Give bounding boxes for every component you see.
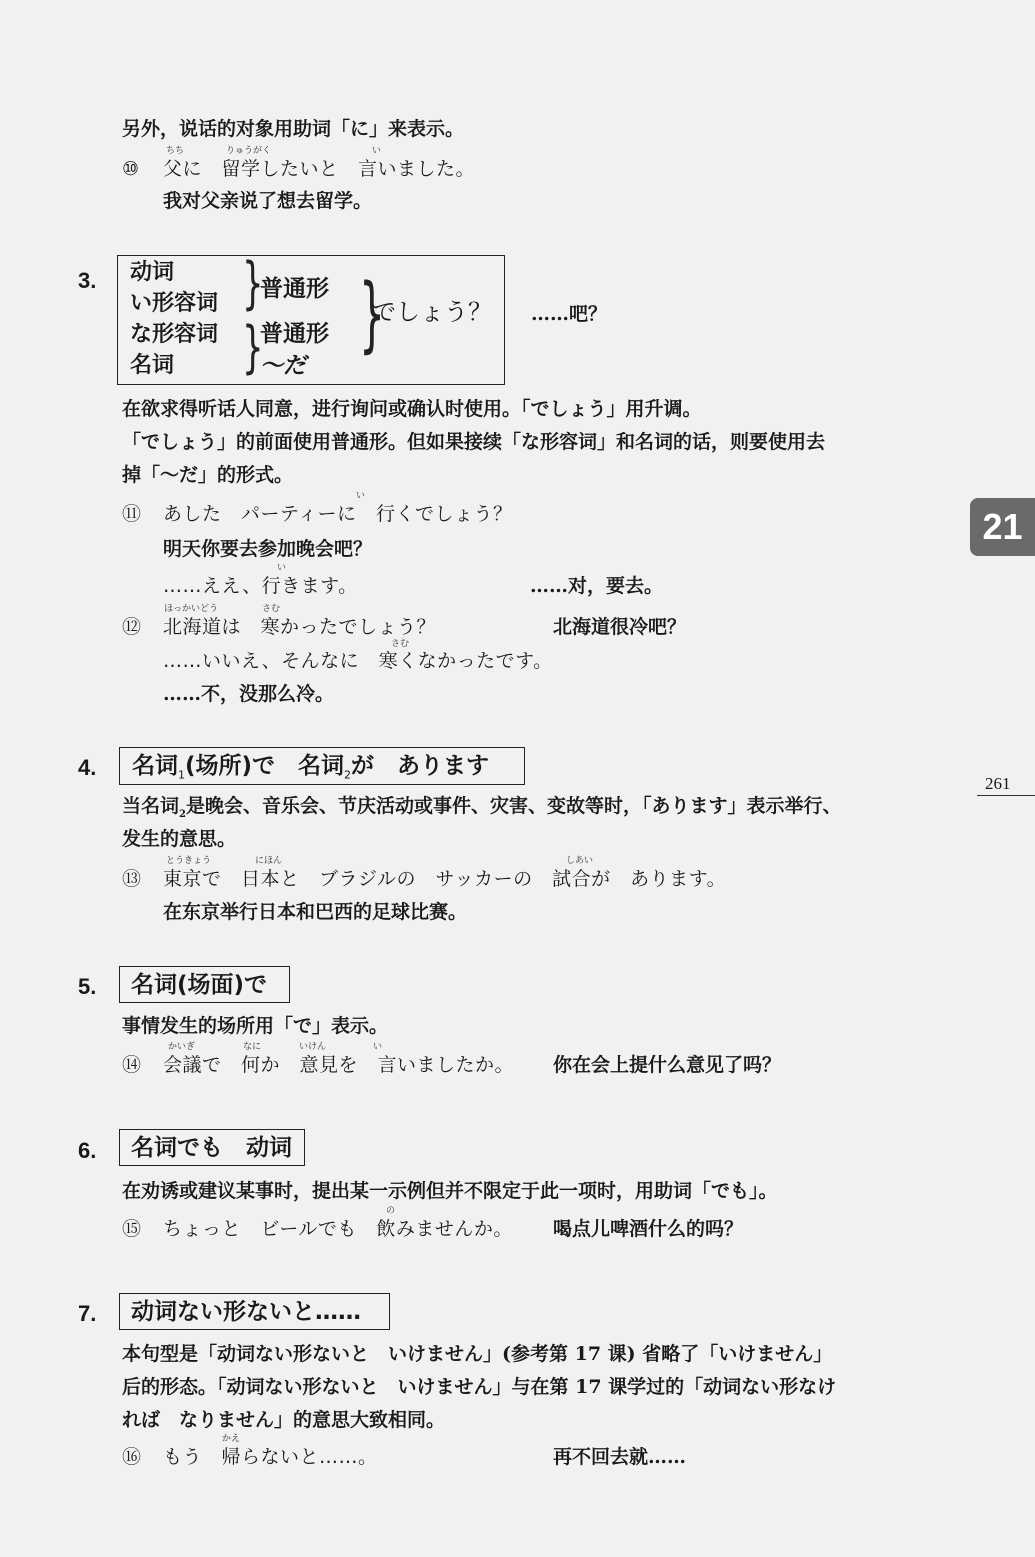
pattern-verb: 动词 bbox=[130, 260, 175, 285]
example-number: ⑭ bbox=[122, 1054, 142, 1076]
section-description: れば なりません」的意思大致相同。 bbox=[122, 1409, 446, 1431]
furigana: い bbox=[277, 563, 287, 573]
furigana: い bbox=[373, 1042, 383, 1052]
pattern-plain-form-1: 普通形 bbox=[260, 276, 329, 302]
example-translation: 喝点儿啤酒什么的吗？ bbox=[553, 1218, 744, 1240]
section-description: 事情发生的场所用「で」表示。 bbox=[122, 1015, 389, 1037]
brace-3: } bbox=[359, 267, 386, 362]
example-number: ⑮ bbox=[122, 1218, 142, 1240]
section-description: 当名词$_2$是晚会、音乐会、节庆活动或事件、灾害、变故等时，「あります」表示举行、 bbox=[122, 795, 842, 820]
example-number: ⑯ bbox=[122, 1446, 142, 1468]
example-japanese: 東京で 日本と ブラジルの サッカーの 試合が あります。 bbox=[163, 868, 727, 890]
example-japanese: もう 帰らないと……。 bbox=[163, 1446, 378, 1468]
example-answer: ……いいえ、そんなに 寒くなかったです。 bbox=[163, 650, 553, 672]
furigana: の bbox=[386, 1206, 396, 1216]
chapter-tab: 21 bbox=[970, 498, 1035, 556]
brace-1: } bbox=[242, 251, 264, 316]
example-translation: 在东京举行日本和巴西的足球比赛。 bbox=[163, 901, 468, 923]
furigana: しあい bbox=[566, 856, 594, 866]
section-description: 发生的意思。 bbox=[122, 828, 237, 850]
pattern-plain-form-2: 普通形 bbox=[260, 321, 329, 347]
example-japanese: 会議で 何か 意見を 言いましたか。 bbox=[163, 1054, 515, 1076]
section-number: 4. bbox=[78, 755, 97, 780]
grammar-pattern-box bbox=[119, 966, 290, 1003]
pattern-deshou: でしょう？ bbox=[372, 298, 492, 326]
example-japanese: 北海道は 寒かったでしょう？ bbox=[163, 616, 437, 638]
page-number: 261 bbox=[985, 774, 1011, 793]
pattern-meaning: ……吧？ bbox=[531, 303, 608, 325]
example-answer: ……ええ、行きます。 bbox=[163, 575, 358, 597]
section-number: 6. bbox=[78, 1138, 97, 1163]
page-number-rule bbox=[977, 795, 1035, 796]
example-japanese: あした パーティーに 行くでしょう？ bbox=[163, 503, 513, 525]
pattern-i-adjective: い形容词 bbox=[130, 291, 219, 316]
grammar-pattern-box bbox=[117, 251, 505, 385]
pattern-da: ～だ bbox=[260, 353, 306, 379]
furigana: かいぎ bbox=[168, 1042, 196, 1052]
section-description: 后的形态。「动词ない形ないと いけません」与在第 17 课学过的「动词ない形なけ bbox=[122, 1376, 837, 1398]
pattern-text: 动词ない形ないと…… bbox=[131, 1299, 361, 1325]
furigana: いけん bbox=[299, 1042, 327, 1052]
section-number: 5. bbox=[78, 974, 97, 999]
example-translation: 北海道很冷吧？ bbox=[553, 616, 687, 638]
furigana: にほん bbox=[255, 856, 283, 866]
example-translation: 你在会上提什么意见了吗？ bbox=[553, 1054, 782, 1076]
furigana: かえ bbox=[222, 1434, 241, 1444]
example-answer-translation: ……不，没那么冷。 bbox=[163, 683, 335, 705]
example-translation: 再不回去就…… bbox=[553, 1446, 687, 1468]
example-japanese: ちょっと ビールでも 飲みませんか。 bbox=[163, 1218, 513, 1240]
furigana: い bbox=[372, 146, 382, 156]
grammar-pattern-box bbox=[119, 1129, 305, 1166]
example-number: ⑫ bbox=[122, 616, 142, 638]
pattern-text: 名词でも 动词 bbox=[131, 1135, 292, 1161]
section-description: 本句型是「动词ない形ないと いけません」(参考第 17 课) 省略了「いけません」 bbox=[122, 1343, 833, 1365]
brace-2: } bbox=[242, 315, 264, 380]
section-description: 掉「～だ」的形式。 bbox=[122, 464, 294, 486]
furigana: さむ bbox=[391, 639, 410, 649]
furigana: りゅうがく bbox=[226, 146, 272, 156]
pattern-na-adjective: な形容词 bbox=[130, 322, 219, 347]
intro-line: 另外，说话的对象用助词「に」来表示。 bbox=[122, 118, 465, 140]
grammar-pattern-box bbox=[119, 747, 525, 785]
section-number: 7. bbox=[78, 1301, 97, 1326]
furigana: とうきょう bbox=[166, 856, 212, 866]
furigana: さむ bbox=[262, 604, 281, 614]
section-description: 「でしょう」的前面使用普通形。但如果接续「な形容词」和名词的话，则要使用去 bbox=[122, 431, 826, 453]
furigana: なに bbox=[243, 1042, 262, 1052]
furigana: い bbox=[356, 491, 366, 501]
section-number: 3. bbox=[78, 268, 97, 293]
example-number: ⑬ bbox=[122, 868, 142, 890]
furigana: ちち bbox=[166, 146, 185, 156]
pattern-noun: 名词 bbox=[130, 353, 175, 378]
grammar-pattern-box bbox=[119, 1293, 390, 1330]
example-translation: 我对父亲说了想去留学。 bbox=[163, 190, 373, 212]
section-description: 在欲求得听话人同意，进行询问或确认时使用。「でしょう」用升调。 bbox=[122, 398, 702, 420]
pattern-text: 名词$_1$(场所)で 名词$_2$が あります bbox=[132, 753, 490, 782]
example-japanese: 父に 留学したいと 言いました。 bbox=[163, 158, 476, 180]
example-answer-translation: ……对，要去。 bbox=[530, 575, 664, 597]
furigana: ほっかいどう bbox=[164, 604, 219, 614]
pattern-text: 名词(场面)で bbox=[131, 972, 268, 998]
example-number: ⑩ bbox=[122, 158, 140, 180]
example-translation: 明天你要去参加晚会吧？ bbox=[163, 538, 373, 560]
example-number: ⑪ bbox=[122, 503, 142, 525]
section-description: 在劝诱或建议某事时，提出某一示例但并不限定于此一项时，用助词「でも」。 bbox=[122, 1180, 778, 1202]
